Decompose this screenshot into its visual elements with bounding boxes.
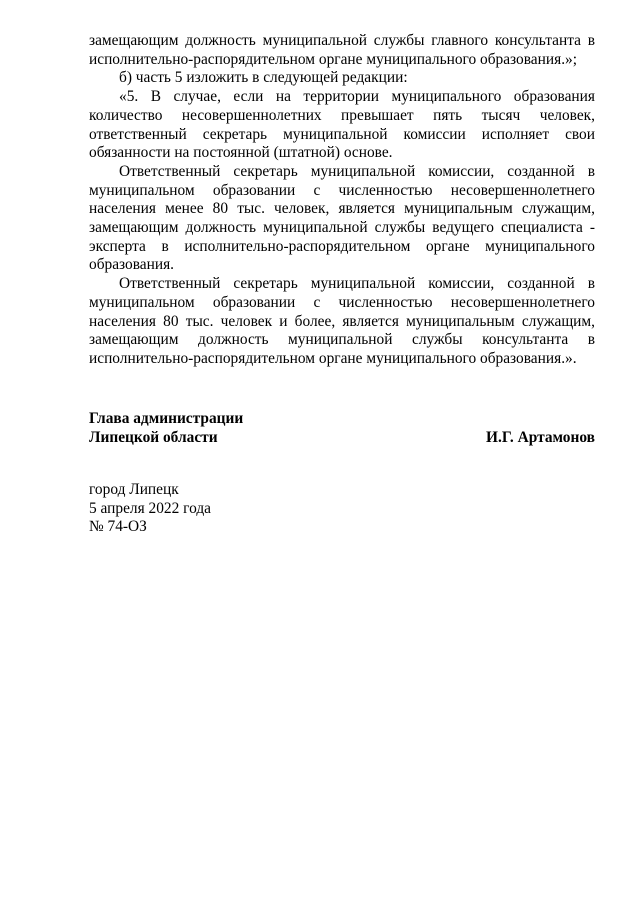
paragraph-3: «5. В случае, если на территории муниципального образования количество несовершеннолетних превышает пять тысяч человек, ответственный секретарь муниципальной комиссии исполняет свои обязанности на постоянной (штатной) основе. — [89, 88, 595, 162]
city: город Липецк — [89, 481, 179, 498]
signatory-title-line-1: Глава администрации — [89, 410, 244, 427]
place-date-block — [89, 481, 389, 537]
date: 5 апреля 2022 года — [89, 499, 212, 517]
paragraph-1: замещающим должность муниципальной службы главного консультанта в исполнительно-распорядительном органе муниципального образования.»; — [89, 32, 595, 68]
law-number: № 74-ОЗ — [89, 518, 147, 536]
paragraph-2: б) часть 5 изложить в следующей редакции: — [119, 69, 408, 87]
signature-row — [89, 429, 595, 448]
signature-block — [89, 410, 595, 447]
signatory-title-line-2: Липецкой области — [89, 428, 218, 446]
signatory-name: И.Г. Артамонов — [486, 428, 595, 446]
document-body — [89, 32, 595, 369]
paragraph-5: Ответственный секретарь муниципальной комиссии, созданной в муниципальном образовании с численностью несовершеннолетнего населения 80 тыс. человек и более, является муниципальным служащим, замещающим должность муниципальной службы консультанта в исполнительно-распорядительном органе муниципального образования.». — [89, 275, 595, 367]
paragraph-4: Ответственный секретарь муниципальной комиссии, созданной в муниципальном образовании с численностью несовершеннолетнего населения менее 80 тыс. человек, является муниципальным служащим, замещающим должность муниципальной службы ведущего специалиста - эксперта в исполнительно-распорядительном органе муниципального образования. — [89, 162, 595, 274]
